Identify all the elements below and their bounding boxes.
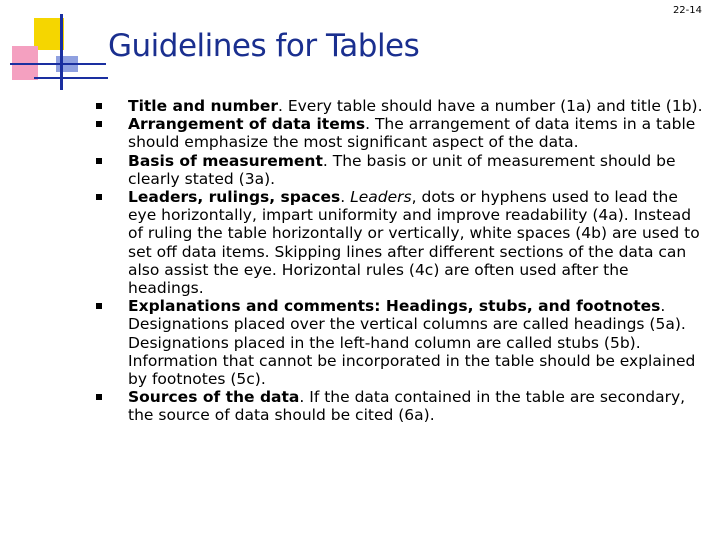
bullet-text: . The arrangement of data items in a table should emphasize the most significant aspect of the data. [128,115,696,152]
bullet-text: . Every table should have a number (1a) and title (1b). [277,97,703,115]
bullet-text: . [340,188,351,207]
square-bullet-icon [96,103,102,109]
bullet-heading: Basis of measurement [128,151,323,170]
bullet-heading: Sources of the data [128,388,300,407]
square-bullet-icon [96,194,102,200]
bullet-text: . The basis or unit of measurement should be clearly stated (3a). [128,151,676,188]
page-title: Guidelines for Tables [108,28,420,64]
slide-number: 22-14 [672,5,702,16]
square-bullet-icon [96,303,102,309]
bullet-heading: Title and number [128,97,278,115]
bullet-item [96,188,706,297]
bullet-item [96,152,706,188]
bullet-text: Leaders [350,188,412,207]
bullet-item [96,388,706,424]
square-bullet-icon [96,121,102,127]
bullet-heading: Explanations and comments: Headings, stubs, and footnotes [128,297,661,316]
bullet-item [96,115,706,151]
corner-horizontal-line [10,63,106,65]
square-bullet-icon [96,394,102,400]
bullet-text: . Designations placed over the vertical columns are called headings (5a). Designations placed in the left-hand column are called stubs (5b). Information that cannot be incorporated in the table should be explained by footnotes (5c). [128,297,696,389]
bullet-item [96,97,706,115]
bullet-text: . If the data contained in the table are secondary, the source of data should be cited (6a). [128,388,686,425]
bullet-heading: Arrangement of data items [128,115,366,134]
bullet-heading: Leaders, rulings, spaces [128,188,341,207]
title-underline-rule [34,77,108,79]
bullet-item [96,297,706,388]
square-bullet-icon [96,158,102,164]
bullet-text: , dots or hyphens used to lead the eye horizontally, impart uniformity and improve readability (4a). Instead of ruling the table horizontally or vertically, white spaces (4b) are used to set off data items. Skipping lines after different sections of the data can also assist the eye. Horizontal rules (4c) are often used after the headings. [128,188,700,298]
bullet-list [96,97,706,425]
